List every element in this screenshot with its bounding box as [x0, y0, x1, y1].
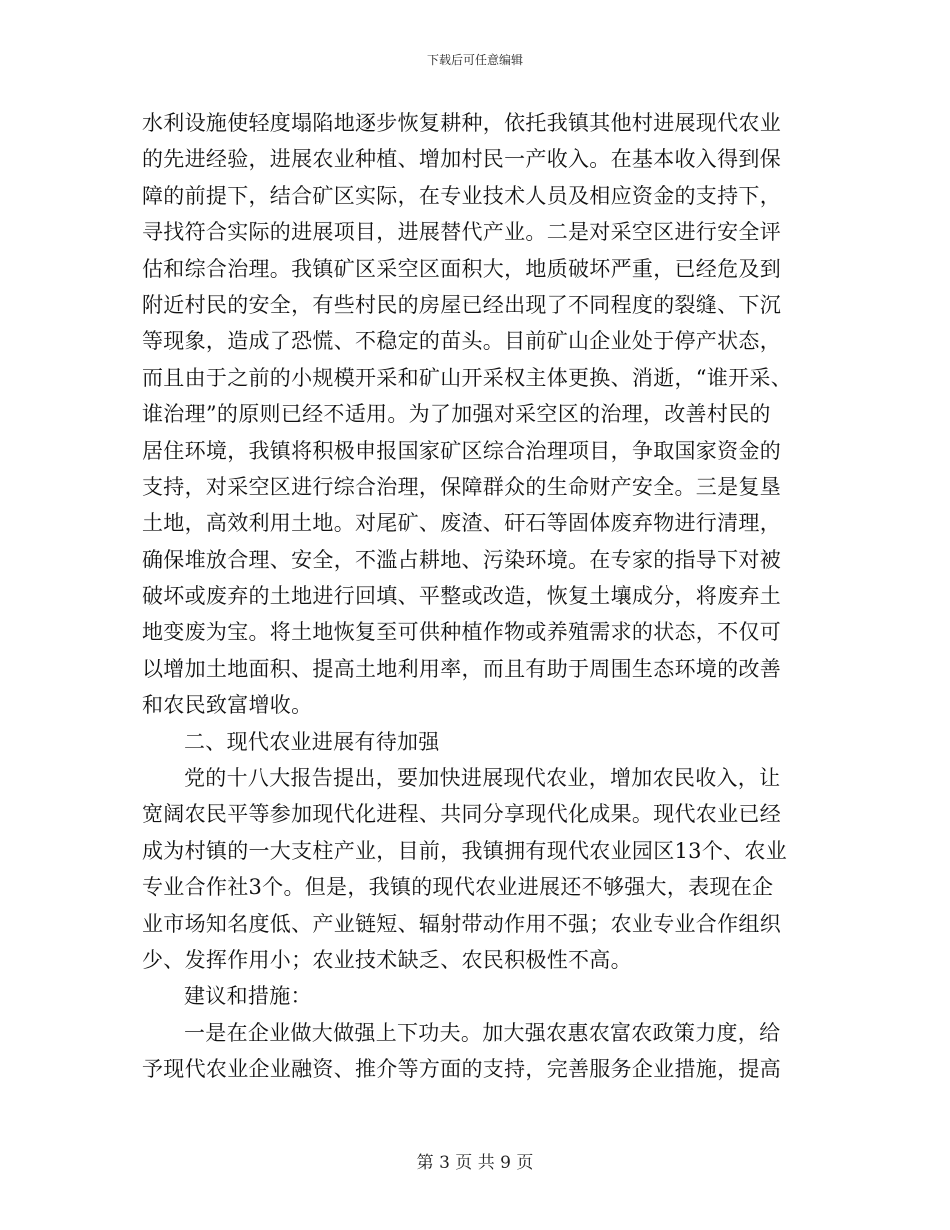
text-line: 予现代农业企业融资、推介等方面的支持，完善服务企业措施，提高 — [142, 1057, 781, 1082]
text-line: 成为村镇的一大支柱产业，目前，我镇拥有现代农业园区13个、农业 — [142, 838, 788, 863]
text-line: 专业合作社3个。但是，我镇的现代农业进展还不够强大，表现在企 — [142, 875, 774, 900]
text-line: 寻找符合实际的进展项目，进展替代产业。二是对采空区进行安全评 — [142, 220, 781, 245]
text-line: 和农民致富增收。 — [142, 693, 313, 718]
text-line: 建议和措施： — [184, 984, 312, 1009]
page-header: 下载后可任意编辑 — [426, 53, 523, 67]
document-body — [142, 105, 808, 1088]
text-line: 二、现代农业进展有待加强 — [184, 729, 440, 754]
text-line: 支持，对采空区进行综合治理，保障群众的生命财产安全。三是复垦 — [142, 474, 781, 499]
text-line: 谁治理”的原则已经不适用。为了加强对采空区的治理，改善村民的 — [142, 402, 771, 427]
text-line: 宽阔农民平等参加现代化进程、共同分享现代化成果。现代农业已经 — [142, 802, 781, 827]
text-line: 地变废为宝。将土地恢复至可供种植作物或养殖需求的状态，不仅可 — [142, 620, 781, 645]
text-line: 土地，高效利用土地。对尾矿、废渣、矸石等固体废弃物进行清理， — [142, 511, 781, 536]
text-line: 而且由于之前的小规模开采和矿山开采权主体更换、消逝，“谁开采、 — [142, 365, 793, 390]
text-line: 以增加土地面积、提高土地利用率，而且有助于周围生态环境的改善 — [142, 656, 781, 681]
text-line: 估和综合治理。我镇矿区采空区面积大，地质破坏严重，已经危及到 — [142, 256, 781, 281]
page-number-footer: 第 3 页 共 9 页 — [416, 1153, 534, 1173]
text-line: 确保堆放合理、安全，不滥占耕地、污染环境。在专家的指导下对被 — [142, 547, 781, 572]
text-line: 破坏或废弃的土地进行回填、平整或改造，恢复土壤成分，将废弃土 — [142, 584, 781, 609]
text-line: 一是在企业做大做强上下功夫。加大强农惠农富农政策力度，给 — [184, 1020, 781, 1045]
text-line: 附近村民的安全，有些村民的房屋已经出现了不同程度的裂缝、下沉 — [142, 292, 781, 317]
text-line: 的先进经验，进展农业种植、增加村民一产收入。在基本收入得到保 — [142, 147, 781, 172]
text-line: 党的十八大报告提出，要加快进展现代农业，增加农民收入，让 — [184, 766, 781, 791]
text-line: 水利设施使轻度塌陷地逐步恢复耕种，依托我镇其他村进展现代农业 — [142, 111, 781, 135]
text-line: 居住环境，我镇将积极申报国家矿区综合治理项目，争取国家资金的 — [142, 438, 781, 463]
text-line: 等现象，造成了恐慌、不稳定的苗头。目前矿山企业处于停产状态， — [142, 329, 781, 354]
text-line: 少、发挥作用小；农业技术缺乏、农民积极性不高。 — [142, 947, 632, 972]
text-line: 障的前提下，结合矿区实际，在专业技术人员及相应资金的支持下， — [142, 183, 781, 208]
text-line: 业市场知名度低、产业链短、辐射带动作用不强；农业专业合作组织 — [142, 911, 781, 936]
